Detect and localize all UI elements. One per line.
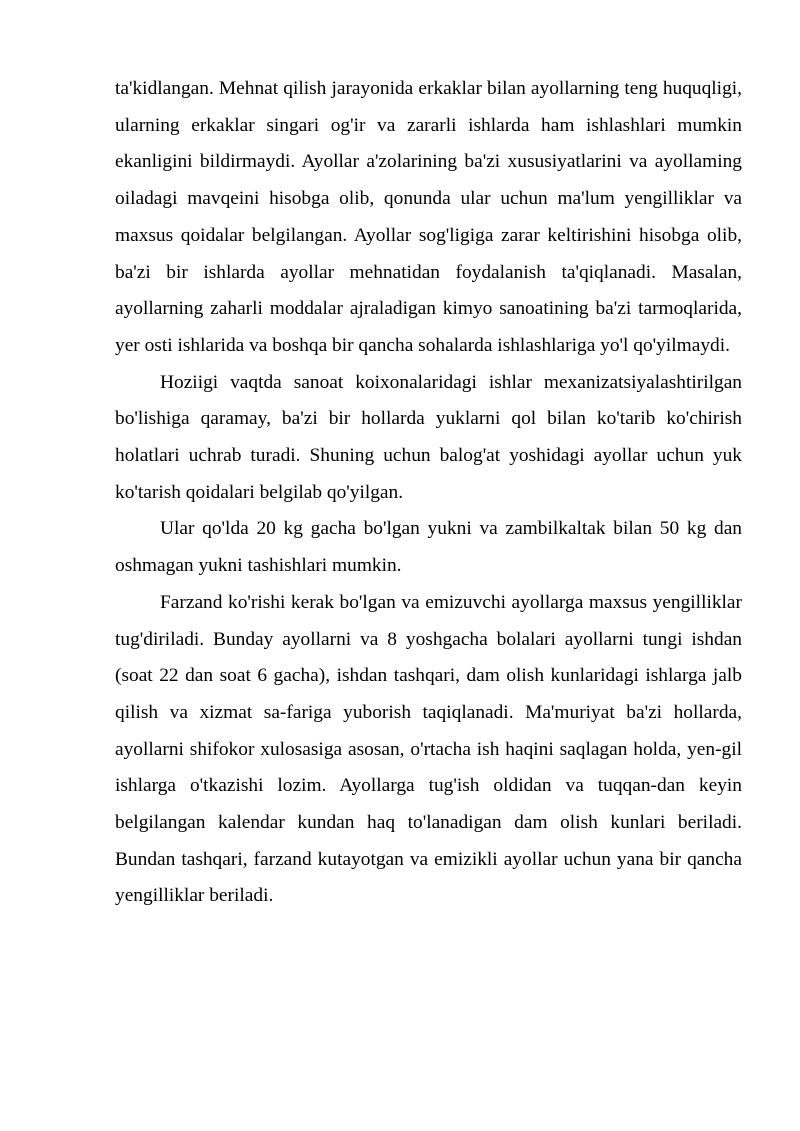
- paragraph-4: Farzand ko'rishi kerak bo'lgan va emizuvchi ayollarga maxsus yengilliklar tug'diriladi. Bunday ayollarni va 8 yoshgacha bolalari ayollarni tungi ishdan (soat 22 dan soat 6 gacha), ishdan tashqari, dam olish kunlaridagi ishlarga jalb qilish va xizmat sa-fariga yuborish taqiqlanadi. Ma'muriyat ba'zi hollarda, ayollarni shifokor xulosasiga asosan, o'rtacha ish haqini saqlagan holda, yen-gil ishlarga o'tkazishi lozim. Ayollarga tug'ish oldidan va tuqqan-dan keyin belgilangan kalendar kundan haq to'lanadigan dam olish kunlari beriladi. Bundan tashqari, farzand kutayotgan va emizikli ayollar uchun yana bir qancha yengilliklar beriladi.: [115, 591, 742, 907]
- body-text: [115, 71, 742, 915]
- paragraph-2: Hoziigi vaqtda sanoat koixonalaridagi ishlar mexanizatsiyalashtirilgan bo'lishiga qaramay, ba'zi bir hollarda yuklarni qol bilan ko'tarib ko'chirish holatlari uchrab turadi. Shuning uchun balog'at yoshidagi ayollar uchun yuk ko'tarish qoidalari belgilab qo'yilgan.: [115, 371, 742, 503]
- paragraph-1: ta'kidlangan. Mehnat qilish jarayonida erkaklar bilan ayollarning teng huquqligi, ularning erkaklar singari og'ir va zararli ishlarda ham ishlashlari mumkin ekanligini bildirmaydi. Ayollar a'zolarining ba'zi xususiyatlarini va ayollaming oiladagi mavqeini hisobga olib, qonunda ular uchun ma'lum yengilliklar va maxsus qoidalar belgilangan. Ayollar sog'ligiga zarar keltirishini hisobga olib, ba'zi bir ishlarda ayollar mehnatidan foydalanish ta'qiqlanadi. Masalan, ayollarning zaharli moddalar ajraladigan kimyo sanoatining ba'zi tarmoqlarida, yer osti ishlarida va boshqa bir qancha sohalarda ishlashlariga yo'l qo'yilmaydi.: [115, 78, 742, 356]
- paragraph-3: Ular qo'lda 20 kg gacha bo'lgan yukni va zambilkaltak bilan 50 kg dan oshmagan yukni tashishlari mumkin.: [115, 518, 742, 577]
